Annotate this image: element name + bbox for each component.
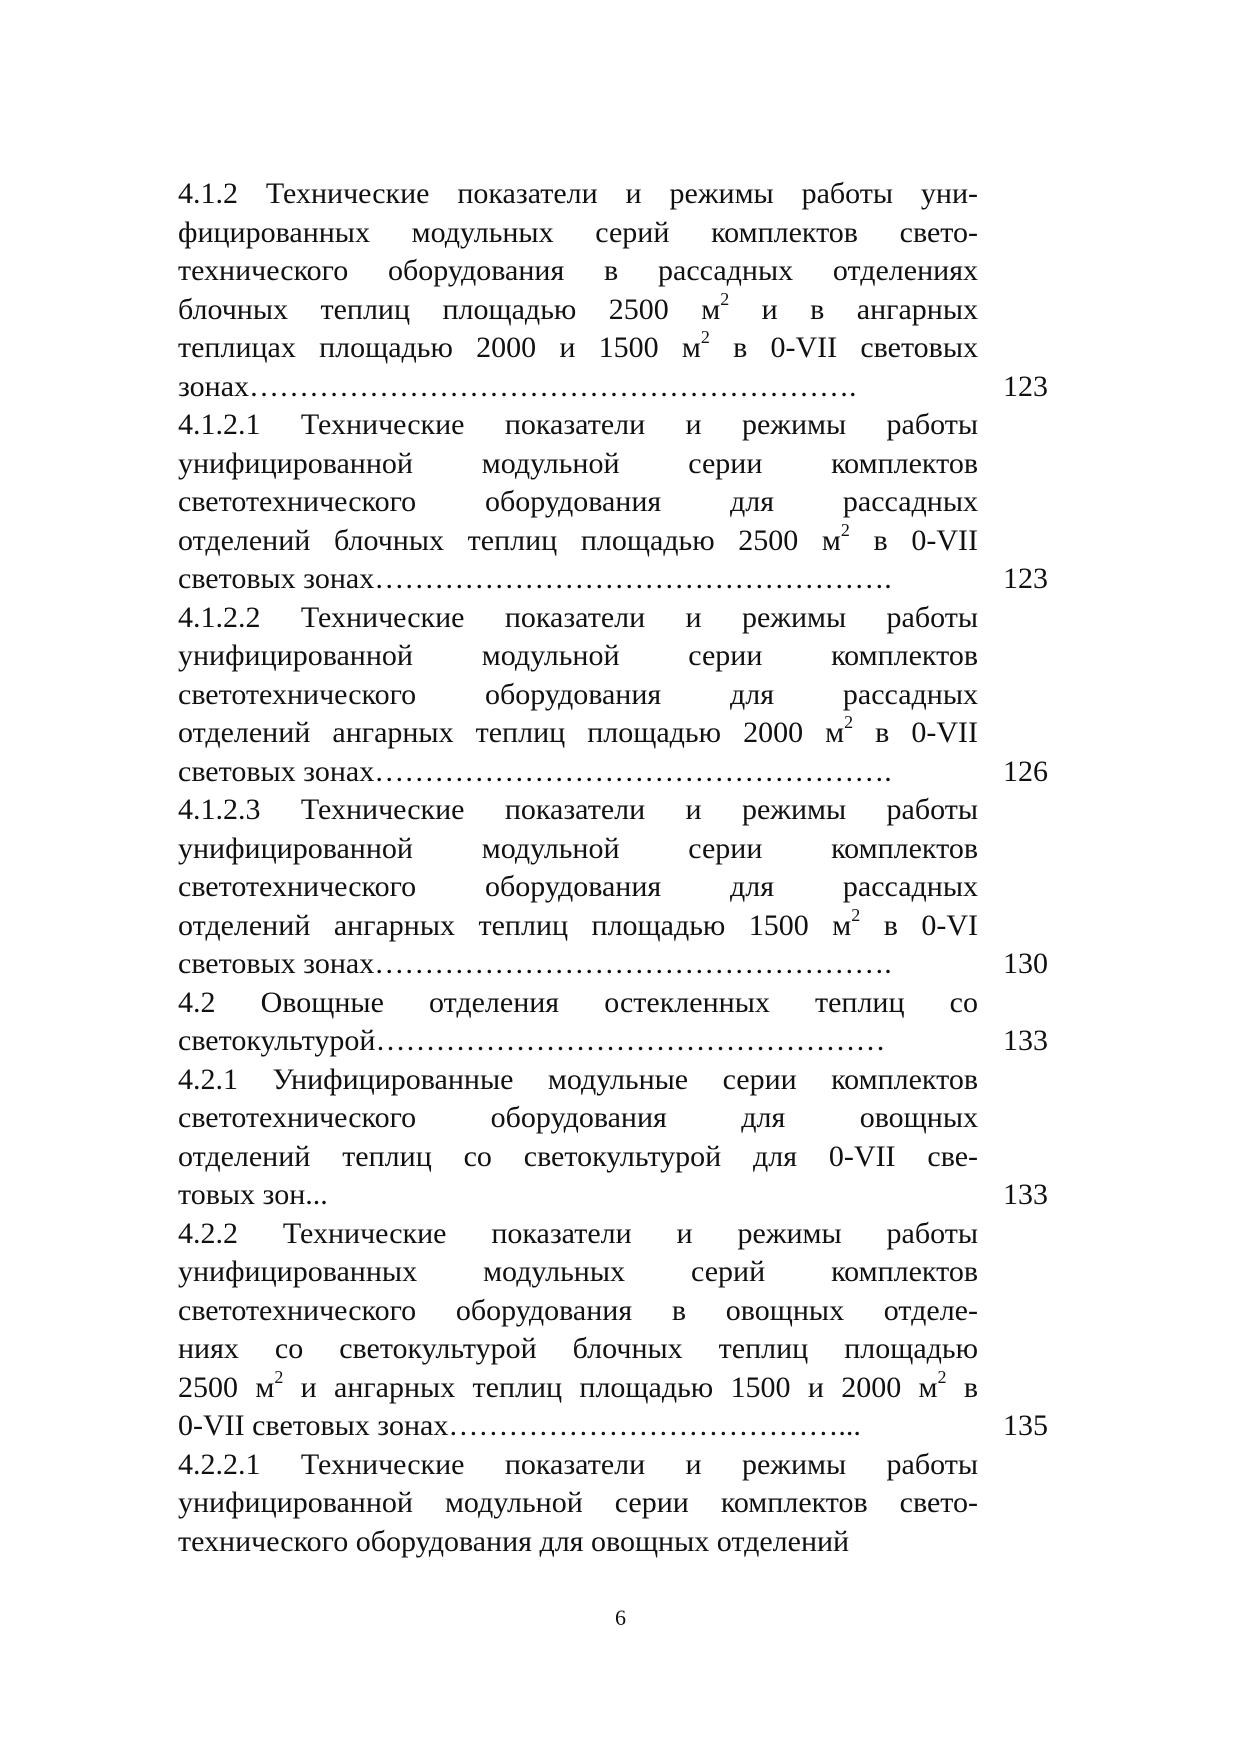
toc-entry-line: 4.1.2.3 Технические показатели и режимы работы [178,793,978,826]
toc-entry-line: светотехнического оборудования для рассадных [178,870,978,903]
toc-entry-line: 0-VII световых зонах…………………………………... 135 [178,1407,978,1446]
table-of-contents [178,175,1048,1561]
toc-entry [178,406,1048,599]
toc-entry-line: 4.2 Овощные отделения остекленных теплиц со [178,985,978,1019]
toc-entry-line: унифицированной модульной серии комплектов [178,639,978,672]
toc-entry [178,984,1048,1061]
toc-page-number: 123 [1003,369,1048,403]
toc-entry-line: отделений ангарных теплиц площадью 1500 $м^2$ в 0-VI [178,904,978,942]
toc-entry-line: фицированных модульных серий комплектов свето- [178,215,978,249]
toc-entry-line: светотехнического оборудования для овощных [178,1101,978,1134]
toc-page-number: 133 [1003,1178,1048,1211]
toc-entry-line: унифицированной модульной серии комплектов [178,446,978,480]
toc-entry-line: отделений теплиц со светокультурой для 0-VII све- [178,1139,978,1173]
toc-entry-line: световых зонах……………………………………………. 130 [178,945,978,984]
toc-entry-line: теплицах площадью 2000 и 1500 $м^2$ в 0-VII световых [178,327,978,364]
toc-entry-line: унифицированной модульной серии комплектов [178,831,978,865]
toc-entry-line: унифицированной модульной серии комплектов свето- [178,1486,978,1519]
toc-entry-line: отделений ангарных теплиц площадью 2000 $м^2$ в 0-VII [178,712,978,749]
toc-entry-line: 4.1.2.1 Технические показатели и режимы работы [178,408,978,441]
toc-entry-line: технического оборудования для овощных отделений [178,1524,850,1558]
toc-entry [178,175,1048,406]
page-number: 6 [615,1605,626,1630]
toc-page-number: 130 [1003,947,1048,980]
toc-entry-line: светотехнического оборудования для рассадных [178,677,978,711]
toc-page-number: 126 [1003,754,1048,788]
toc-entry [178,791,1048,984]
toc-entry-line: 4.2.1 Унифицированные модульные серии комплектов [178,1062,978,1096]
toc-entry [178,1215,1048,1446]
toc-entry-line: 4.2.2.1 Технические показатели и режимы работы [178,1447,978,1481]
toc-entry [178,1061,1048,1215]
toc-entry [178,599,1048,792]
toc-entry-line: блочных теплиц площадью 2500 $м^2$ и в ангарных [178,288,979,326]
toc-entry-line: ниях со светокультурой блочных теплиц площадью [178,1332,978,1365]
toc-page-number: 123 [1003,562,1048,595]
toc-entry-line: товых зон... 133 [178,1176,978,1215]
toc-entry-line: унифицированных модульных серий комплектов [178,1255,978,1288]
toc-page-number: 135 [1003,1409,1048,1442]
toc-entry-line: технического оборудования в рассадных отделениях [178,254,978,287]
toc-entry-line: светотехнического оборудования в овощных отделе- [178,1293,978,1327]
toc-page-number: 133 [1003,1024,1048,1057]
toc-entry-line: 4.1.2.2 Технические показатели и режимы работы [178,600,978,634]
toc-entry-line: отделений блочных теплиц площадью 2500 $м^2$ в 0-VII [178,519,978,557]
toc-entry-line: световых зонах……………………………………………. 123 [178,560,978,599]
toc-entry-line: 4.1.2 Технические показатели и режимы работы уни- [178,177,978,210]
toc-entry [178,1446,1048,1562]
toc-entry-line: 2500 $м^2$ и ангарных теплиц площадью 1500 и 2000 $м^2$ в [178,1366,979,1404]
toc-entry-line: светотехнического оборудования для рассадных [178,485,978,518]
toc-entry-line: 4.2.2 Технические показатели и режимы работы [178,1216,978,1250]
toc-entry-line: световых зонах……………………………………………. 126 [178,753,978,792]
toc-entry-line: зонах……………………………………………………. 123 [178,368,978,407]
toc-entry-line: светокультурой…………………………………………… 133 [178,1022,978,1061]
